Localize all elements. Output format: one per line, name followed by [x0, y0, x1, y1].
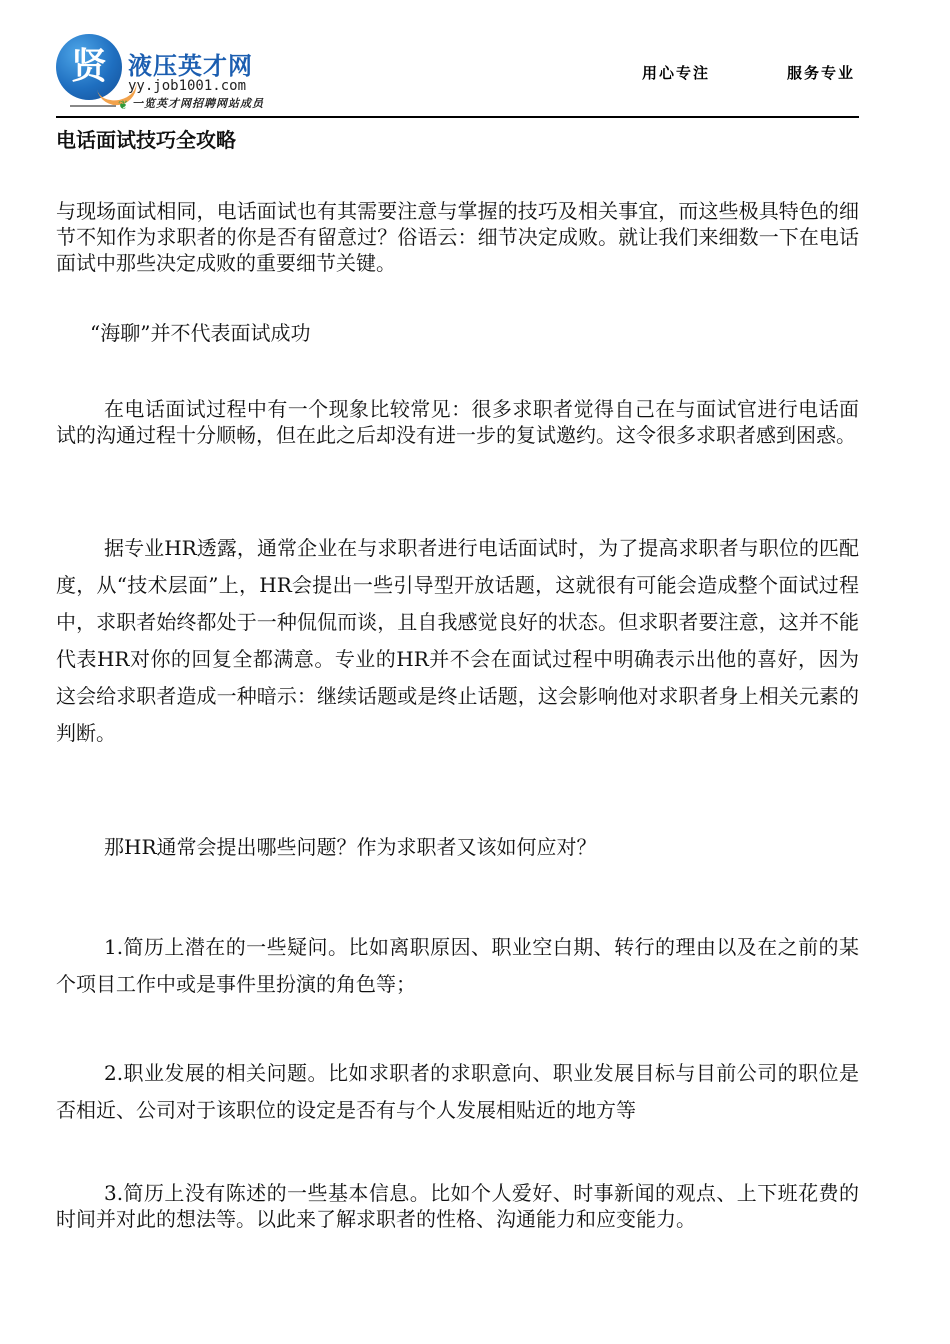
- header-slogan-focus: 用心专注: [642, 64, 711, 82]
- header-slogan-service: 服务专业: [787, 64, 856, 82]
- list-item: 2.职业发展的相关问题。比如求职者的求职意向、职业发展目标与目前公司的职位是否相近、公司对于该职位的设定是否有与个人发展相贴近的地方等: [56, 1061, 859, 1122]
- leaf-icon: ❦: [118, 98, 129, 112]
- intro-paragraph: 与现场面试相同，电话面试也有其需要注意与掌握的技巧及相关事宜，而这些极具特色的细节不知作为求职者的你是否有留意过？俗语云：细节决定成败。就让我们来细数一下在电话面试中那些决定成败的重要细节关键。: [56, 199, 859, 275]
- document-title: 电话面试技巧全攻略: [56, 128, 236, 152]
- body-paragraph: 据专业HR透露，通常企业在与求职者进行电话面试时，为了提高求职者与职位的匹配度，从“技术层面”上，HR会提出一些引导型开放话题，这就很有可能会造成整个面试过程中，求职者始终都处于一种侃侃而谈，且自我感觉良好的状态。但求职者要注意，这并不能代表HR对你的回复全都满意。专业的HR并不会在面试过程中明确表示出他的喜好，因为这会给求职者造成一种暗示：继续话题或是终止话题，这会影响他对求职者身上相关元素的判断。: [56, 536, 859, 745]
- body-paragraph: 那HR通常会提出哪些问题？作为求职者又该如何应对？: [104, 835, 597, 859]
- header-divider: [56, 116, 859, 118]
- site-logo[interactable]: [56, 32, 316, 116]
- logo-site-name: 液压英才网: [128, 52, 253, 80]
- section-heading: “海聊”并不代表面试成功: [90, 321, 311, 345]
- logo-domain: yy.job1001.com: [128, 78, 247, 94]
- logo-tagline: 一览英才网招聘网站成员: [132, 97, 264, 110]
- list-item: 1.简历上潜在的一些疑问。比如离职原因、职业空白期、转行的理由以及在之前的某个项目工作中或是事件里扮演的角色等；: [56, 935, 859, 996]
- body-paragraph: 在电话面试过程中有一个现象比较常见：很多求职者觉得自己在与面试官进行电话面试的沟通过程十分顺畅，但在此之后却没有进一步的复试邀约。这令很多求职者感到困惑。: [56, 397, 859, 447]
- logo-glyph: 贤: [70, 46, 107, 87]
- logo-divider: [70, 105, 116, 107]
- list-item: 3.简历上没有陈述的一些基本信息。比如个人爱好、时事新闻的观点、上下班花费的时间并对此的想法等。以此来了解求职者的性格、沟通能力和应变能力。: [56, 1181, 859, 1231]
